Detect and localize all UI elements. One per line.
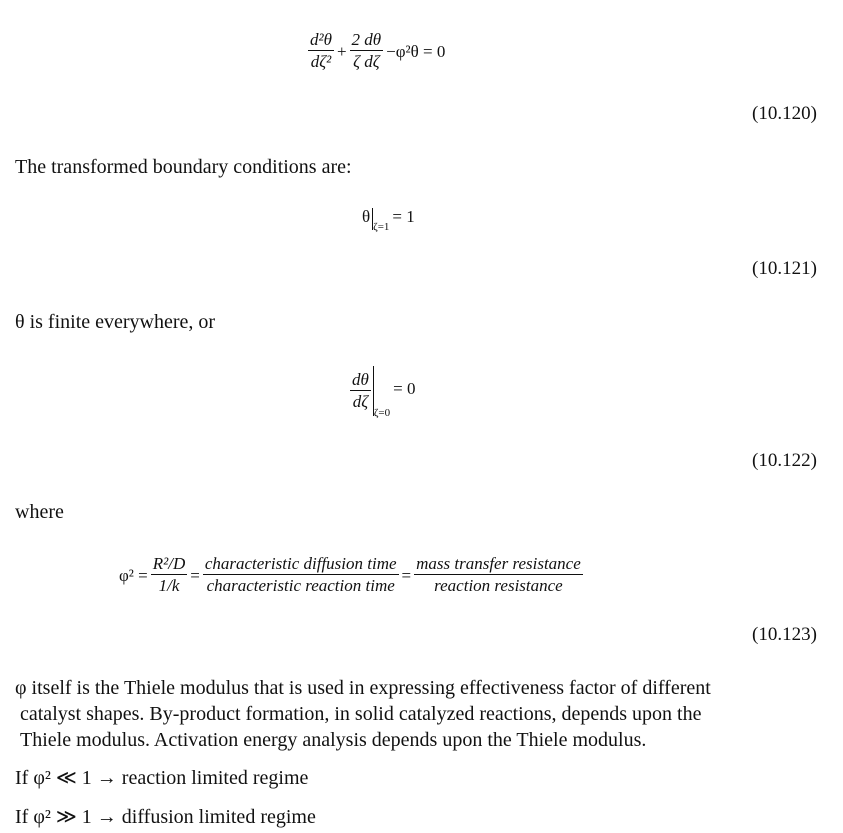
fraction-denominator: reaction resistance: [434, 576, 563, 595]
time-ratio-fraction: [203, 554, 399, 597]
where-text: where: [15, 501, 64, 523]
ratio-fraction: [151, 554, 187, 597]
equation-number: (10.121): [752, 258, 817, 279]
fraction-denominator: characteristic reaction time: [206, 576, 395, 595]
equation-10-123: [116, 554, 583, 597]
equation-number: (10.123): [752, 624, 817, 645]
fraction-numerator: R²/D: [152, 554, 186, 573]
equation-rhs: = 1: [392, 207, 415, 226]
evaluation-subscript: ζ=1: [373, 221, 390, 233]
equation-rhs: = 0: [393, 379, 416, 398]
finite-condition-text: θ is finite everywhere, or: [15, 311, 216, 333]
fraction-numerator: d²θ: [310, 30, 332, 49]
paragraph-line: φ itself is the Thiele modulus that is used in expressing effectiveness factor of different: [15, 677, 711, 699]
theta-symbol: θ: [362, 207, 371, 226]
fraction-denominator: ζ dζ: [353, 52, 380, 71]
first-derivative-fraction: [350, 30, 384, 73]
paragraph-line: catalyst shapes. By-product formation, in solid catalyzed reactions, depends upon the: [20, 703, 702, 725]
fraction-numerator: dθ: [352, 369, 369, 389]
thiele-lhs: φ² =: [119, 565, 148, 585]
fraction-numerator: 2 dθ: [351, 30, 382, 49]
equation-number: (10.122): [752, 450, 817, 471]
equation-tail: −φ²θ = 0: [386, 41, 446, 61]
second-derivative-fraction: [308, 30, 334, 73]
equals-sign: =: [190, 565, 200, 585]
paragraph-line: Thiele modulus. Activation energy analysis depends upon the Thiele modulus.: [20, 729, 647, 751]
fraction-numerator: characteristic diffusion time: [204, 554, 397, 573]
equation-10-122: [350, 366, 418, 419]
boundary-conditions-text: The transformed boundary conditions are:: [15, 156, 352, 178]
resistance-ratio-fraction: [414, 554, 583, 597]
fraction-denominator: dζ: [352, 391, 369, 411]
plus-operator: +: [336, 41, 347, 61]
equation-number: (10.120): [752, 103, 817, 124]
equation-10-120: [308, 30, 448, 73]
fraction-numerator: mass transfer resistance: [416, 554, 581, 573]
derivative-fraction: [350, 370, 371, 413]
evaluation-subscript: ζ=0: [373, 407, 391, 419]
reaction-limited-regime: If φ² ≪ 1 → reaction limited regime: [15, 767, 309, 789]
equals-sign: =: [401, 565, 412, 585]
equation-10-121: [362, 206, 418, 233]
fraction-denominator: 1/k: [158, 576, 180, 595]
thiele-paragraph: [15, 675, 825, 753]
fraction-denominator: dζ²: [310, 52, 332, 71]
diffusion-limited-regime: If φ² ≫ 1 → diffusion limited regime: [15, 806, 316, 828]
